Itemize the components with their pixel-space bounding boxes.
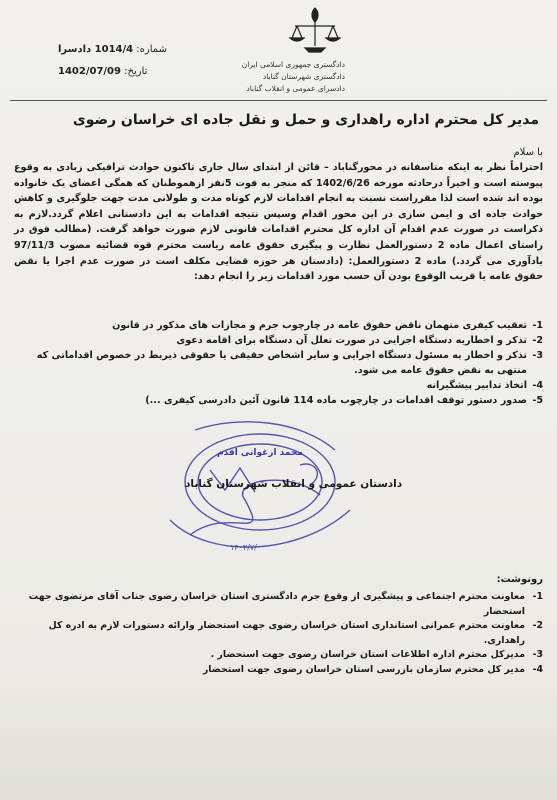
list-item: 4- مدیر کل محترم سازمان بازرسی استان خراسان رضوی جهت استحضار <box>202 663 543 675</box>
stamp-name: محمد ارغوانی اقدم <box>217 448 303 458</box>
date-value: 1402/07/09 <box>58 66 121 77</box>
list-item: 4- اتخاذ تدابیر پیشگیرانه <box>426 380 543 391</box>
list-item: 5- صدور دستور توقف اقدامات در چارچوب ماده 114 قانون آئین دادرسی کیفری ...) <box>145 395 543 406</box>
org-line-3: دادسرای عمومی و انقلاب گناباد <box>246 84 345 93</box>
greeting: با سلام <box>513 147 543 158</box>
letter-number <box>58 44 167 55</box>
actions-list <box>14 318 543 408</box>
judiciary-emblem-icon <box>285 2 345 64</box>
letter-date <box>58 66 147 77</box>
header-divider <box>10 100 547 101</box>
date-label: تاریخ: <box>124 66 148 77</box>
list-item: 2- تذکر و اخطاریه دستگاه اجرایی در صورت تعلل آن دستگاه برای اقامه دعوی <box>176 335 543 346</box>
list-item: 3- مدیرکل محترم اداره اطلاعات استان خراسان رضوی جهت استحضار . <box>210 649 543 660</box>
scan-shadow <box>0 680 557 800</box>
recipient-title: مدیر کل محترم اداره راهداری و حمل و نقل جاده ای خراسان رضوی <box>72 112 539 128</box>
cc-list <box>14 590 543 677</box>
signature-date: ۱۴۰۲/۷/ <box>230 543 257 552</box>
org-line-2: دادگستری شهرستان گناباد <box>262 72 345 81</box>
number-label: شماره: <box>136 44 167 55</box>
list-item: 1- معاونت محترم اجتماعی و پیشگیری از وقوع جرم دادگستری استان خراسان رضوی جناب آقای مرتضوی جهت استحضار <box>28 591 543 617</box>
cc-title: رونوشت: <box>496 574 543 585</box>
letter-body: احتراماً نظر به اینکه متاسفانه در محورگناباد – قائن از ابتدای سال جاری تاکنون حوادث ترافیکی زیادی به وقوع پیوسته است و اخیراً درحادثه مورخه 1402/6/26 که منجر به فوت 5نفر ازهموطنان که همگی اعضای یک خانواده بوده اند شده است لذا مقرراست نسبت به انجام اقدامات لازم کوتاه مدت و طولانی مدت جهت جلوگیری و کاهش حوادث جاده ای و ایمن سازی در این محور اقدام وسپس نتیجه اقدامات به این دادستانی اعلام گردد.لازم به ذکراست در صورت عدم اقدام آن اداره کل محترم اقدامات قانونی لازم صورت خواهد گرفت. (مطالب فوق در راستای اعمال ماده 2 دستورالعمل نظارت و پیگیری حقوق عامه ریاست محترم قوه قضائیه مصوب 97/11/3 یادآوری می گردد.) ماده 2 دستورالعمل: (دادستان هر حوزه قضایی مکلف است در صورت عدم اجرا یا نقض حقوق عامه یا قریب الوقوع بودن آن حسب مورد اقدامات زیر را انجام دهد: <box>14 162 543 283</box>
list-item: 3- تذکر و اخطار به مسئول دستگاه اجرایی و سایر اشخاص حقیقی یا حقوقی ذیربط در خصوص اقداماتی که منتهی به نقض حقوق عامه می شود. <box>36 350 543 376</box>
number-value: 1014/4 دادسرا <box>58 44 134 55</box>
signature-office: دادستان عمومی و انقلاب شهرستان گناباد <box>185 478 403 490</box>
org-line-1: دادگستری جمهوری اسلامی ایران <box>241 60 345 69</box>
list-item: 1- تعقیب کیفری متهمان ناقض حقوق عامه در چارچوب جرم و مجازات های مذکور در قانون <box>112 320 543 331</box>
list-item: 2- معاونت محترم عمرانی استانداری استان خراسان رضوی جهت استحضار وارائه دستورات لازم به ادره کل راهداری. <box>48 620 543 646</box>
